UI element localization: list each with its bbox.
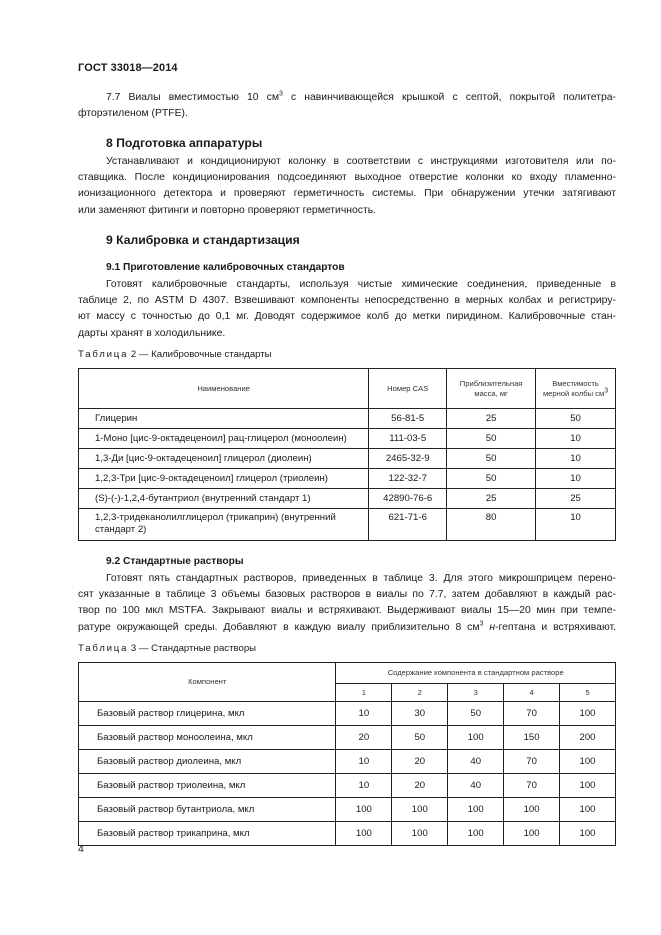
- section-8-heading: 8 Подготовка аппаратуры: [106, 136, 263, 150]
- cell-value: 50: [448, 702, 504, 726]
- column-header-solution-4: 4: [504, 684, 560, 702]
- cell-volume: 50: [536, 409, 616, 429]
- cell-cas: 111-03-5: [369, 429, 447, 449]
- cell-value: 20: [392, 750, 448, 774]
- cell-mass: 25: [447, 489, 536, 509]
- cell-value: 100: [392, 822, 448, 846]
- table-header-row: [79, 369, 616, 409]
- cell-mass: 50: [447, 449, 536, 469]
- cell-value: 100: [504, 822, 560, 846]
- paragraph-line: 7.7 Виалы вместимостью 10 $см^3$ с навинчивающейся крышкой с септой, покрытой политетра-: [106, 90, 616, 103]
- cell-value: 70: [504, 702, 560, 726]
- column-header-content: Содержание компонента в стандартном растворе: [336, 663, 616, 684]
- cell-value: 100: [392, 798, 448, 822]
- paragraph-7-7: [78, 90, 616, 122]
- standard-solutions-table: [78, 662, 616, 846]
- cell-mass: 50: [447, 469, 536, 489]
- cell-component: Базовый раствор триолеина, мкл: [79, 774, 336, 798]
- section-8-text: [78, 154, 616, 219]
- cell-volume: 10: [536, 449, 616, 469]
- table-row: [79, 702, 616, 726]
- paragraph-line: твор по 100 мкл MSTFA. Закрывают виалы и встряхивают. Выдерживают виалы 15—20 мин при темпе-: [78, 605, 616, 617]
- cell-value: 20: [392, 774, 448, 798]
- cell-value: 100: [504, 798, 560, 822]
- cell-value: 100: [336, 822, 392, 846]
- cell-volume: 10: [536, 509, 616, 541]
- cell-volume: 10: [536, 429, 616, 449]
- calibration-standards-table: [78, 368, 616, 541]
- paragraph-line: фторэтиленом (PTFE).: [78, 108, 188, 120]
- table-row: [79, 489, 616, 509]
- cell-value: 100: [560, 798, 616, 822]
- paragraph-line: ионизационного детектора и проверяют герметичность системы. При обнаружении утечки затягивают: [78, 188, 616, 200]
- column-header-solution-3: 3: [448, 684, 504, 702]
- cell-value: 150: [504, 726, 560, 750]
- cell-value: 100: [448, 822, 504, 846]
- cell-value: 40: [448, 774, 504, 798]
- cell-value: 100: [560, 774, 616, 798]
- subsection-9-2-text: [78, 571, 616, 636]
- column-header-name: Наименование: [79, 369, 369, 409]
- cell-value: 200: [560, 726, 616, 750]
- page-number: 4: [78, 843, 84, 855]
- paragraph-line: ратуре окружающей среды. Добавляют в каждую виалу приблизительно 8 $см^3$ н-гептана и встряхивают.: [78, 620, 617, 633]
- cell-value: 100: [560, 822, 616, 846]
- cell-name: Глицерин: [79, 409, 369, 429]
- table-2-caption: Таблица 2 — Калибровочные стандарты: [78, 349, 272, 360]
- cell-cas: 621-71-6: [369, 509, 447, 541]
- paragraph-line: Готовят пять стандартных растворов, приведенных в таблице 3. Для этого микрошприцем перено-: [106, 573, 616, 584]
- column-header-cas: Номер CAS: [369, 369, 447, 409]
- cell-cas: 42890-76-6: [369, 489, 447, 509]
- cell-name: 1-Моно [цис-9-октадеценоил] рац-глицерол (моноолеин): [79, 429, 369, 449]
- cell-name: 1,3-Ди [цис-9-октадеценоил] глицерол (диолеин): [79, 449, 369, 469]
- table-3-caption: Таблица 3 — Стандартные растворы: [78, 643, 257, 654]
- cell-component: Базовый раствор глицерина, мкл: [79, 702, 336, 726]
- column-header-volume: Вместимость мерной колбы см3: [536, 369, 616, 409]
- subsection-9-1-heading: 9.1 Приготовление калибровочных стандартов: [106, 262, 345, 273]
- table-row: [79, 429, 616, 449]
- standard-header: ГОСТ 33018—2014: [78, 62, 178, 74]
- cell-mass: 80: [447, 509, 536, 541]
- cell-mass: 50: [447, 429, 536, 449]
- table-header-row: [79, 663, 616, 684]
- column-header-solution-2: 2: [392, 684, 448, 702]
- cell-value: 10: [336, 702, 392, 726]
- paragraph-line: дарты хранят в холодильнике.: [78, 327, 226, 339]
- cell-mass: 25: [447, 409, 536, 429]
- cell-value: 10: [336, 750, 392, 774]
- cell-component: Базовый раствор диолеина, мкл: [79, 750, 336, 774]
- table-row: [79, 750, 616, 774]
- table-row: [79, 449, 616, 469]
- table-row: [79, 822, 616, 846]
- table-row: [79, 409, 616, 429]
- subsection-9-1-text: [78, 277, 616, 342]
- cell-value: 20: [336, 726, 392, 750]
- column-header-solution-5: 5: [560, 684, 616, 702]
- paragraph-line: ставщика. После кондиционирования подсоединяют выходное отверстие колонки ко входу пламенно-: [78, 172, 616, 184]
- paragraph-line: или заменяют фитинги и повторно проверяют герметичность.: [78, 204, 377, 216]
- cell-value: 10: [336, 774, 392, 798]
- cell-value: 70: [504, 774, 560, 798]
- subsection-9-2-heading: 9.2 Стандартные растворы: [106, 556, 244, 567]
- section-9-heading: 9 Калибровка и стандартизация: [106, 233, 300, 247]
- paragraph-line: таблице 2, по ASTM D 4307. Взвешивают компоненты непосредственно в мерных колбах и регистриру-: [78, 295, 616, 307]
- table-row: [79, 726, 616, 750]
- cell-name: 1,2,3-тридеканолилглицерол (трикаприн) (внутренний стандарт 2): [79, 509, 369, 541]
- cell-value: 40: [448, 750, 504, 774]
- cell-name: (S)-(-)-1,2,4-бутантриол (внутренний стандарт 1): [79, 489, 369, 509]
- cell-cas: 56-81-5: [369, 409, 447, 429]
- cell-component: Базовый раствор трикаприна, мкл: [79, 822, 336, 846]
- cell-value: 100: [560, 702, 616, 726]
- column-header-solution-1: 1: [336, 684, 392, 702]
- cell-volume: 10: [536, 469, 616, 489]
- table-row: [79, 774, 616, 798]
- paragraph-line: Устанавливают и кондиционируют колонку в соответствии с инструкциями изготовителя или по-: [106, 156, 616, 167]
- column-header-mass: Приблизительная масса, мг: [447, 369, 536, 409]
- cell-name: 1,2,3-Три [цис-9-октадеценоил] глицерол (триолеин): [79, 469, 369, 489]
- table-row: [79, 469, 616, 489]
- column-header-component: Компонент: [79, 663, 336, 702]
- cell-value: 100: [448, 726, 504, 750]
- table-row: [79, 509, 616, 541]
- paragraph-line: сят указанные в таблице 3 объемы базовых растворов в виалы по 7.7, затем добавляют в каждый рас-: [78, 589, 616, 601]
- cell-cas: 2465-32-9: [369, 449, 447, 469]
- paragraph-line: ют массу с точностью до 0,1 мг. Доводят содержимое колб до метки пиридином. Калибровочные стан-: [78, 311, 616, 323]
- cell-value: 100: [448, 798, 504, 822]
- cell-cas: 122-32-7: [369, 469, 447, 489]
- cell-component: Базовый раствор моноолеина, мкл: [79, 726, 336, 750]
- cell-component: Базовый раствор бутантриола, мкл: [79, 798, 336, 822]
- table-row: [79, 798, 616, 822]
- cell-value: 100: [336, 798, 392, 822]
- cell-value: 70: [504, 750, 560, 774]
- paragraph-line: Готовят калибровочные стандарты, используя чистые химические соединения, приведенные в: [106, 279, 616, 290]
- cell-volume: 25: [536, 489, 616, 509]
- cell-value: 50: [392, 726, 448, 750]
- cell-value: 100: [560, 750, 616, 774]
- cell-value: 30: [392, 702, 448, 726]
